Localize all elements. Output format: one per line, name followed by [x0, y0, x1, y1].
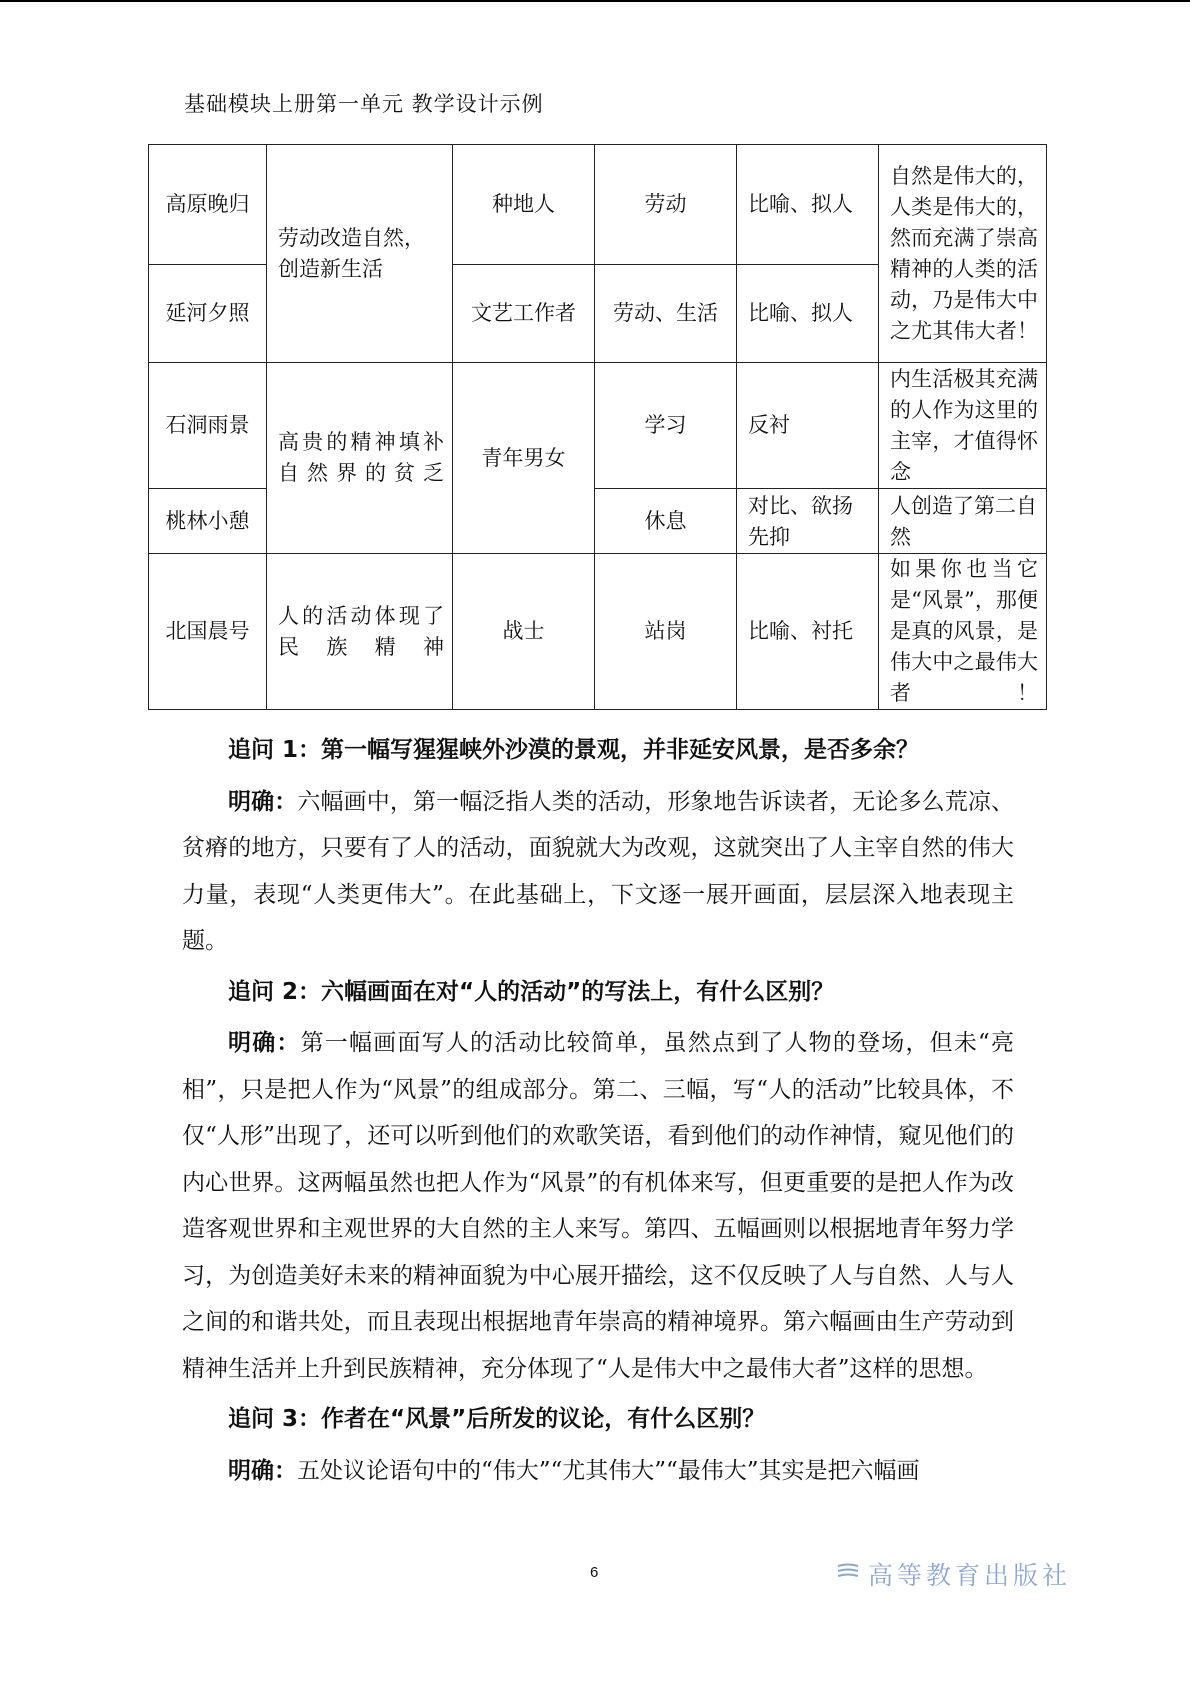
answer-text: 六幅画中，第一幅泛指人类的活动，形象地告诉读者，无论多么荒凉、贫瘠的地方，只要有了人的活动，面貌就大为改观，这就突出了人主宰自然的伟大力量，表现“人类更伟大”。在此基础上，下文逐一展开画面，层层深入地表现主题。: [182, 788, 1015, 954]
top-rule: [0, 0, 1190, 2]
scene-analysis-table: [148, 144, 1047, 710]
technique-cell: 对比、欲扬先抑: [737, 489, 879, 554]
technique-cell: 比喻、拟人: [737, 265, 879, 363]
scene-cell: 石洞雨景: [149, 363, 267, 489]
person-cell: 战士: [453, 554, 595, 710]
running-header: 基础模块上册第一单元 教学设计示例: [184, 92, 544, 116]
answer-paragraph: [182, 779, 1014, 965]
person-cell: 种地人: [453, 145, 595, 265]
activity-cell: 站岗: [595, 554, 737, 710]
comment-cell: 自然是伟大的，人类是伟大的，然而充满了崇高精神的人类的活动，乃是伟大中之尤其伟大者！: [879, 145, 1047, 363]
comment-cell: 内生活极其充满的人作为这里的主宰，才值得怀念: [879, 363, 1047, 489]
answer-paragraph: [182, 1020, 1014, 1392]
answer-label: 明确：: [228, 1457, 297, 1484]
table-row: [149, 363, 1047, 489]
technique-cell: 反衬: [737, 363, 879, 489]
table-row: [149, 554, 1047, 710]
publisher-name: 高等教育出版社: [868, 1561, 1072, 1590]
page-number: 6: [590, 1564, 599, 1581]
follow-up-question: 追问 2：六幅画面在对“人的活动”的写法上，有什么区别？: [228, 978, 835, 1005]
scene-cell: 延河夕照: [149, 265, 267, 363]
person-cell: 青年男女: [453, 363, 595, 554]
activity-cell: 学习: [595, 363, 737, 489]
scene-cell: 高原晚归: [149, 145, 267, 265]
follow-up-question: 追问 1：第一幅写猩猩峡外沙漠的景观，并非延安风景，是否多余？: [228, 737, 920, 763]
theme-cell: 人的活动体现了民族精神: [267, 554, 453, 710]
scene-cell: 北国晨号: [149, 554, 267, 710]
publisher-mark: [836, 1556, 1071, 1592]
answer-paragraph: [182, 1448, 1014, 1495]
body-text: [182, 723, 1014, 1494]
activity-cell: 劳动、生活: [595, 265, 737, 363]
follow-up-question: 追问 3：作者在“风景”后所发的议论，有什么区别？: [228, 1406, 766, 1432]
technique-cell: 比喻、衬托: [737, 554, 879, 710]
table-row: [149, 145, 1047, 265]
publisher-logo-icon: [836, 1562, 860, 1586]
answer-label: 明确：: [228, 1030, 301, 1056]
comment-cell: 如果你也当它是“风景”，那便是真的风景，是伟大中之最伟大者！: [879, 554, 1047, 710]
technique-cell: 比喻、拟人: [737, 145, 879, 265]
scene-cell: 桃林小憩: [149, 489, 267, 554]
comment-cell: 人创造了第二自然: [879, 489, 1047, 554]
answer-label: 明确：: [228, 788, 298, 815]
theme-cell: 高贵的精神填补自然界的贫乏: [267, 363, 453, 554]
person-cell: 文艺工作者: [453, 265, 595, 363]
activity-cell: 劳动: [595, 145, 737, 265]
answer-text: 第一幅画面写人的活动比较简单，虽然点到了人物的登场，但未“亮相”，只是把人作为“风景”的组成部分。第二、三幅，写“人的活动”比较具体，不仅“人形”出现了，还可以听到他们的欢歌笑语，看到他们的动作神情，窥见他们的内心世界。这两幅虽然也把人作为“风景”的有机体来写，但更重要的是把人作为改造客观世界和主观世界的大自然的主人来写。第四、五幅画则以根据地青年努力学习，为创造美好未来的精神面貌为中心展开描绘，这不仅反映了人与自然、人与人之间的和谐共处，而且表现出根据地青年崇高的精神境界。第六幅画由生产劳动到精神生活并上升到民族精神，充分体现了“人是伟大中之最伟大者”这样的思想。: [182, 1030, 1015, 1382]
theme-cell: 劳动改造自然，创造新生活: [267, 145, 453, 363]
answer-text: 五处议论语句中的“伟大”“尤其伟大”“最伟大”其实是把六幅画: [297, 1457, 920, 1484]
activity-cell: 休息: [595, 489, 737, 554]
